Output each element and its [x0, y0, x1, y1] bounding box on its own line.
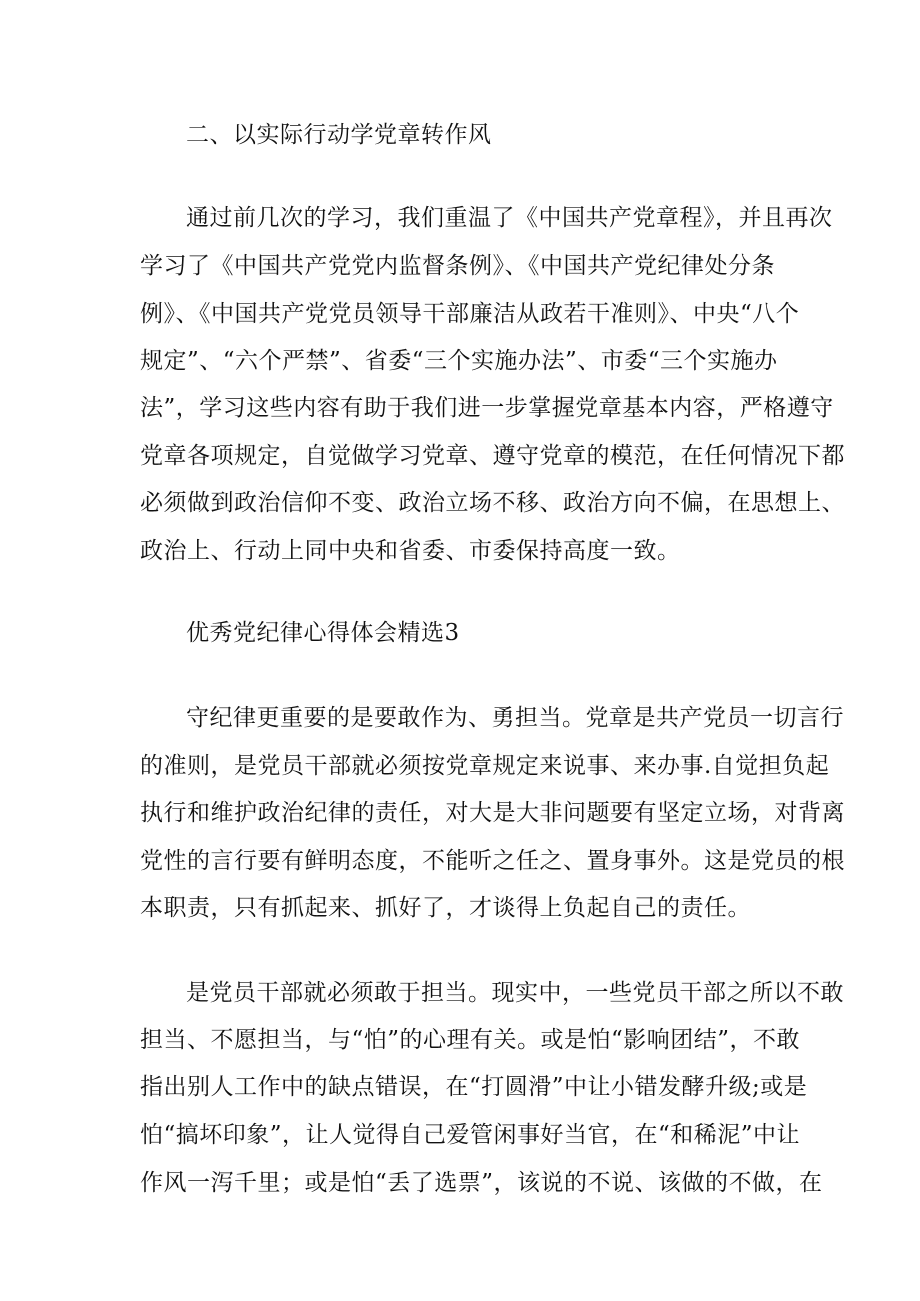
paragraph-line: 通过前几次的学习，我们重温了《中国共产党章程》，并且再次	[186, 205, 833, 231]
paragraph-line: 规定”、“六个严禁”、省委“三个实施办法”、市委“三个实施办	[140, 348, 778, 374]
paragraph-line: 作风一泻千里；或是怕“丢了选票”，该说的不说、该做的不做，在	[140, 1170, 823, 1196]
paragraph-line: 怕“搞坏印象”，让人觉得自己爱管闲事好当官，在“和稀泥”中让	[140, 1122, 801, 1148]
paragraph-line: 守纪律更重要的是要敢作为、勇担当。党章是共产党员一切言行	[186, 705, 844, 731]
paragraph-line: 党性的言行要有鲜明态度，不能听之任之、置身事外。这是党员的根	[140, 848, 845, 874]
paragraph-line: 指出别人工作中的缺点错误，在“打圆滑”中让小错发酵升级;或是	[140, 1074, 808, 1100]
paragraph-line: 的准则，是党员干部就必须按党章规定来说事、来办事.自觉担负起	[140, 753, 830, 779]
paragraph-line: 例》、《中国共产党党员领导干部廉洁从政若干准则》、中央“八个	[140, 301, 800, 327]
article-title: 优秀党纪律心得体会精选3	[186, 620, 460, 646]
paragraph-line: 学习了《中国共产党党内监督条例》、《中国共产党纪律处分条	[140, 253, 775, 279]
paragraph-line: 是党员干部就必须敢于担当。现实中，一些党员干部之所以不敢	[186, 980, 844, 1006]
paragraph-line: 担当、不愿担当，与“怕”的心理有关。或是怕“影响团结”，不敢	[140, 1027, 801, 1053]
section-heading: 二、以实际行动学党章转作风	[186, 122, 492, 148]
paragraph-line: 政治上、行动上同中央和省委、市委保持高度一致。	[140, 538, 681, 564]
paragraph-line: 执行和维护政治纪律的责任，对大是大非问题要有坚定立场，对背离	[140, 800, 845, 826]
paragraph-line: 党章各项规定，自觉做学习党章、遵守党章的模范，在任何情况下都	[140, 443, 845, 469]
paragraph-line: 本职责，只有抓起来、抓好了，才谈得上负起自己的责任。	[140, 895, 751, 921]
paragraph-line: 法”，学习这些内容有助于我们进一步掌握党章基本内容，严格遵守	[140, 395, 834, 421]
paragraph-line: 必须做到政治信仰不变、政治立场不移、政治方向不偏，在思想上、	[140, 490, 845, 516]
